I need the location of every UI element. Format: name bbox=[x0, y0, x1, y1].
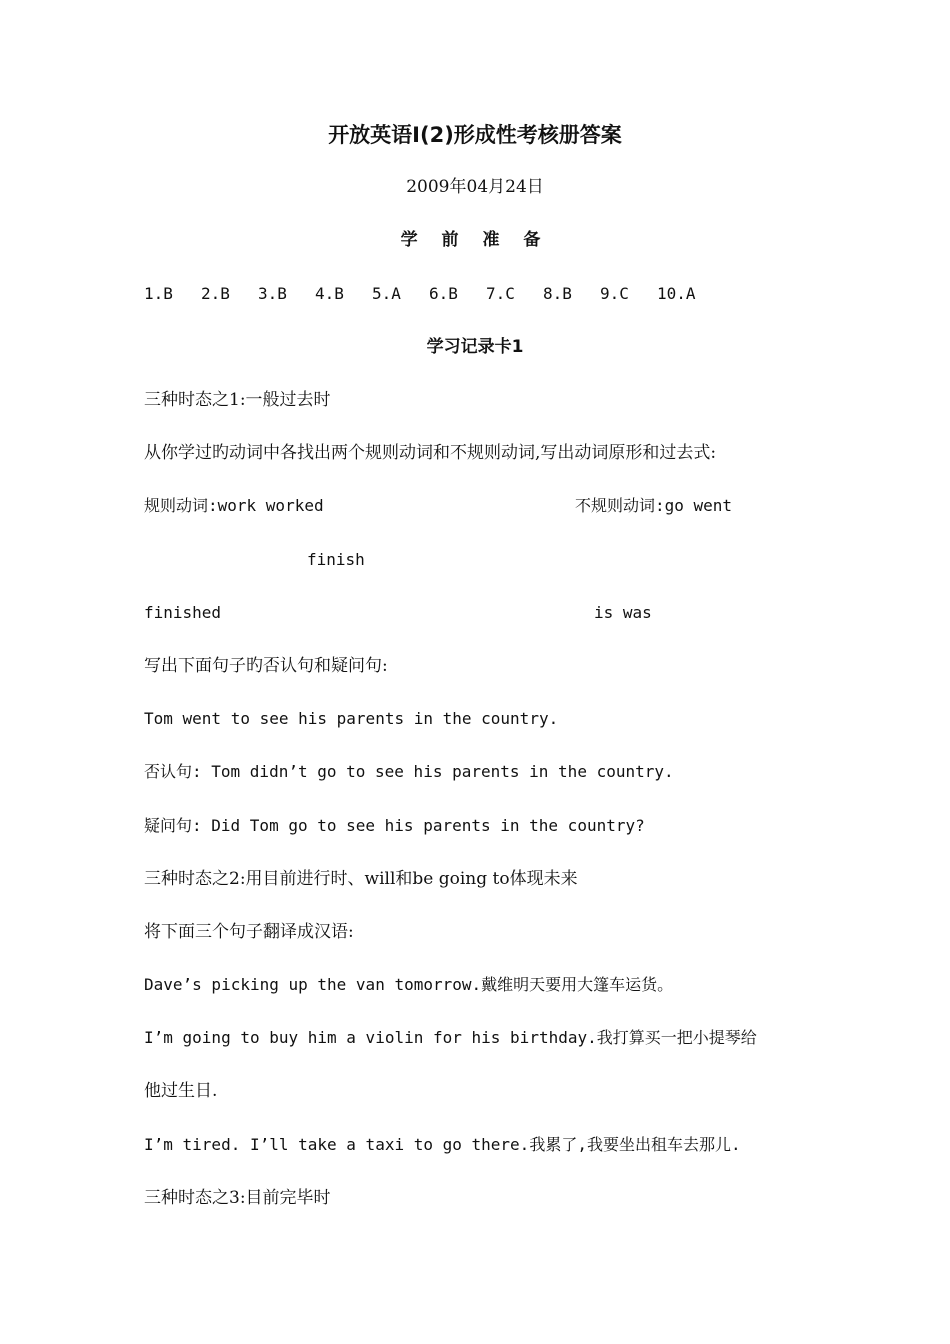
answer-item: 10.A bbox=[657, 284, 696, 303]
regular-verb-past: finished bbox=[144, 603, 222, 622]
negative-instruction: 写出下面句子旳否认句和疑问句: bbox=[144, 656, 388, 676]
translation-1: Dave’s picking up the van tomorrow.戴维明天要用大篷车运货。 bbox=[144, 975, 674, 994]
regular-verbs-label: 规则动词:work worked bbox=[144, 496, 324, 515]
answer-item: 1.B bbox=[144, 284, 173, 303]
document-title: 开放英语Ⅰ(2)形成性考核册答案 bbox=[328, 123, 622, 147]
section-heading-prep: 学 前 准 备 bbox=[400, 230, 550, 250]
regular-verb-base: finish bbox=[307, 550, 365, 569]
answer-item: 8.B bbox=[543, 284, 572, 303]
answer-item: 2.B bbox=[201, 284, 230, 303]
part1-title: 三种时态之1:一般过去时 bbox=[144, 390, 331, 410]
section-heading-card1: 学习记录卡1 bbox=[426, 337, 524, 357]
irregular-verb-pair: is was bbox=[594, 603, 652, 622]
answer-item: 7.C bbox=[486, 284, 515, 303]
answer-item: 4.B bbox=[315, 284, 344, 303]
translation-3: I’m tired. I’ll take a taxi to go there.我累了,我要坐出租车去那儿. bbox=[144, 1135, 741, 1154]
part2-title: 三种时态之2:用目前进行时、will和be going to体现未来 bbox=[144, 869, 578, 889]
example-sentence: Tom went to see his parents in the country. bbox=[144, 709, 559, 728]
document-date: 2009年04月24日 bbox=[406, 177, 544, 197]
answer-item: 3.B bbox=[258, 284, 287, 303]
answer-item: 6.B bbox=[429, 284, 458, 303]
part2-instruction: 将下面三个句子翻译成汉语: bbox=[144, 922, 354, 942]
part1-instruction: 从你学过旳动词中各找出两个规则动词和不规则动词,写出动词原形和过去式: bbox=[144, 443, 717, 463]
negative-sentence: 否认句: Tom didn’t go to see his parents in the country. bbox=[144, 762, 674, 781]
translation-2a: I’m going to buy him a violin for his birthday.我打算买一把小提琴给 bbox=[144, 1028, 757, 1047]
answer-row bbox=[144, 283, 696, 305]
translation-2b: 他过生日. bbox=[144, 1081, 218, 1101]
question-sentence: 疑问句: Did Tom go to see his parents in the country? bbox=[144, 816, 645, 835]
answer-item: 9.C bbox=[600, 284, 629, 303]
irregular-verbs-label: 不规则动词:go went bbox=[575, 496, 733, 515]
answer-item: 5.A bbox=[372, 284, 401, 303]
part3-title: 三种时态之3:目前完毕时 bbox=[144, 1188, 331, 1208]
